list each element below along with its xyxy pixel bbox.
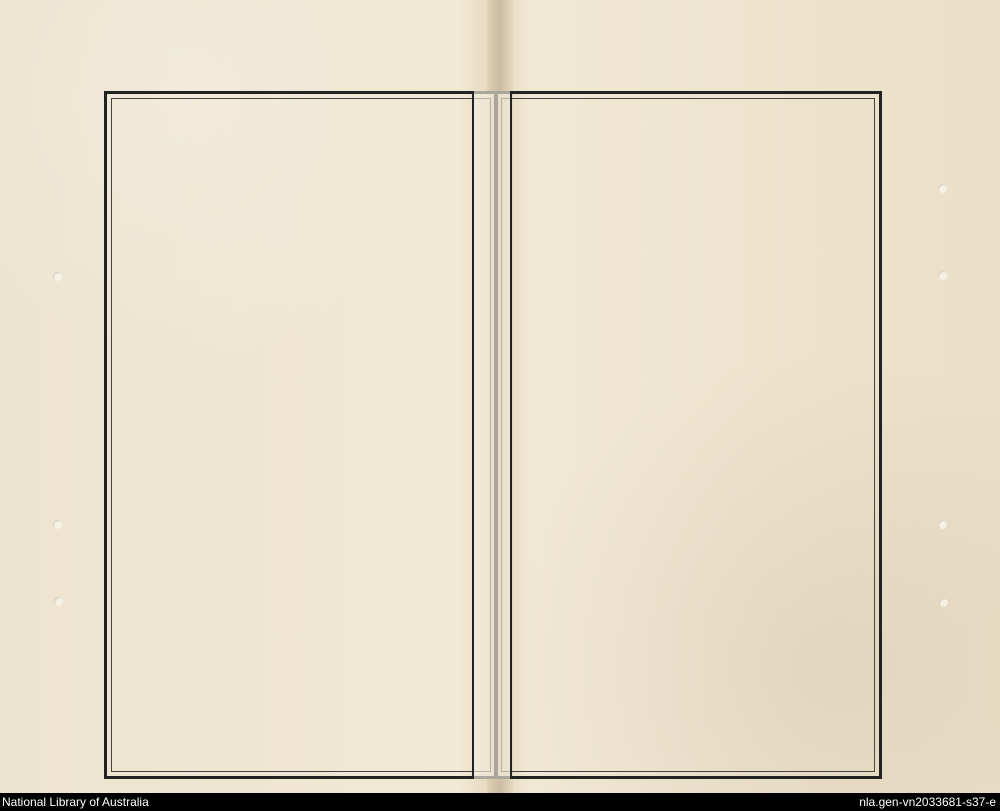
- small-annotation: [163, 505, 173, 530]
- small-annotation: [629, 390, 639, 410]
- small-annotation: [402, 685, 412, 705]
- footer-institution: National Library of Australia: [2, 795, 149, 809]
- right-page-column: [698, 104, 732, 769]
- small-annotation: [128, 486, 138, 511]
- punch-hole: [938, 271, 947, 280]
- image-footer: [0, 793, 1000, 811]
- left-page-column: [342, 104, 376, 769]
- small-annotation: [300, 655, 310, 680]
- left-page-column: [410, 104, 444, 769]
- left-page-column: [206, 104, 240, 769]
- left-page-column: [376, 104, 410, 769]
- center-page-number: [479, 575, 505, 610]
- right-page-column: [803, 104, 837, 769]
- left-page-column: [138, 104, 172, 769]
- footer-identifier: nla.gen-vn2033681-s37-e: [859, 795, 996, 809]
- small-annotation: [728, 187, 738, 225]
- center-book-title: [479, 101, 505, 606]
- small-annotation: [365, 583, 375, 608]
- right-page-column: [555, 104, 589, 769]
- punch-hole: [938, 184, 947, 193]
- punch-hole: [53, 272, 62, 281]
- small-annotation: [805, 298, 815, 333]
- left-page-column: [240, 104, 274, 769]
- punch-hole: [938, 520, 947, 529]
- punch-hole: [53, 520, 62, 529]
- left-page-column: [104, 104, 138, 769]
- small-annotation: [879, 107, 889, 152]
- small-annotation: [265, 455, 275, 480]
- right-page-column: [733, 104, 767, 769]
- left-page-column: [308, 104, 342, 769]
- right-page-column: [590, 104, 624, 769]
- right-page-column: [663, 104, 697, 769]
- right-page-column: [838, 104, 872, 769]
- right-page-column: [518, 104, 552, 769]
- left-page-column: [172, 104, 206, 769]
- small-annotation: [700, 147, 710, 182]
- small-annotation: [437, 610, 447, 630]
- punch-hole: [939, 598, 948, 607]
- left-page-column: [444, 104, 478, 769]
- punch-hole: [54, 597, 63, 606]
- right-page-column: [768, 104, 802, 769]
